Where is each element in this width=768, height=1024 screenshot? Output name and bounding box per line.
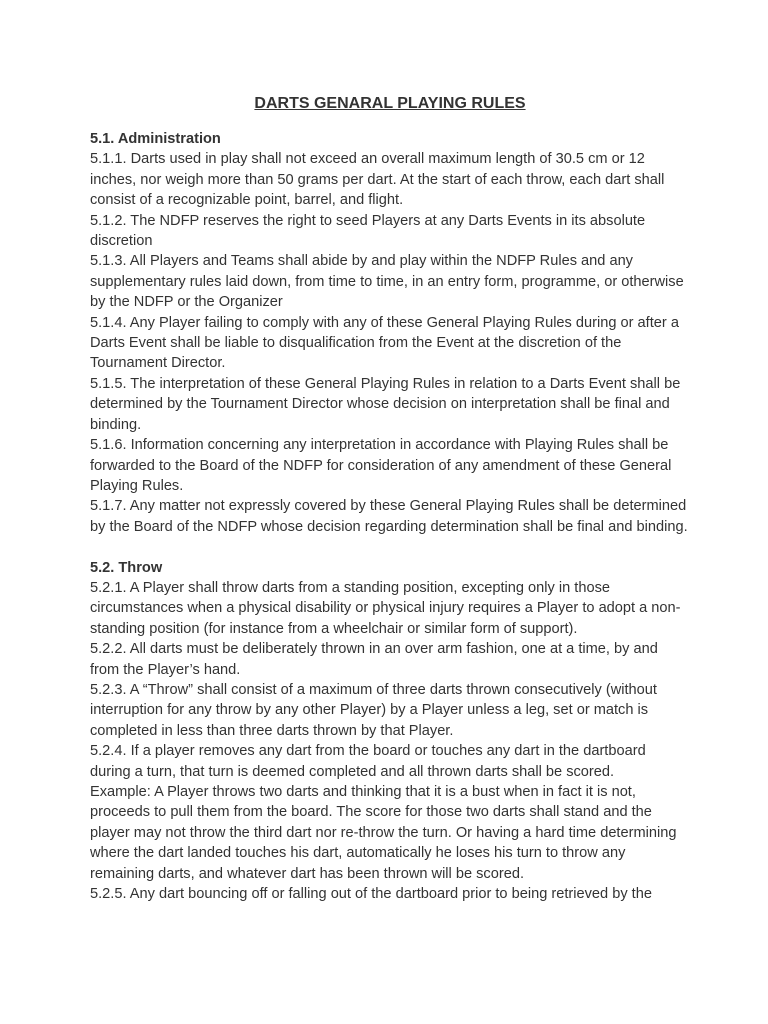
rule-paragraph: 5.1.4. Any Player failing to comply with any of these General Playing Rules during or after a Darts Event shall be liable to disqualification from the Event at the discretion of the Tournament Director. — [90, 314, 679, 372]
section-heading: 5.1. Administration — [90, 131, 221, 147]
document-page — [90, 93, 690, 904]
rule-paragraph: 5.1.5. The interpretation of these General Playing Rules in relation to a Darts Event shall be determined by the Tournament Director whose decision on interpretation shall be final and binding. — [90, 375, 681, 433]
rule-paragraph: 5.1.2. The NDFP reserves the right to seed Players at any Darts Events in its absolute discretion — [90, 212, 646, 250]
section-throw — [90, 558, 690, 905]
rule-paragraph: 5.1.7. Any matter not expressly covered by these General Playing Rules shall be determined by the Board of the NDFP whose decision regarding determination shall be final and binding. — [90, 498, 688, 535]
document-title: DARTS GENARAL PLAYING RULES — [254, 95, 526, 112]
section-administration — [90, 129, 690, 537]
section-spacer — [90, 537, 690, 557]
rule-paragraph: 5.2.5. Any dart bouncing off or falling out of the dartboard prior to being retrieved by the — [90, 886, 652, 903]
rule-paragraph: 5.2.2. All darts must be deliberately thrown in an over arm fashion, one at a time, by and from the Player’s hand. — [90, 641, 658, 678]
rule-paragraph: 5.2.1. A Player shall throw darts from a standing position, excepting only in those circumstances when a physical disability or physical injury requires a Player to adopt a non-standing position (for instance from a wheelchair or similar form of support). — [90, 579, 681, 637]
section-heading: 5.2. Throw — [90, 559, 163, 576]
example-paragraph: Example: A Player throws two darts and thinking that it is a bust when in fact it is not, proceeds to pull them from the board. The score for those two darts shall stand and the player may not throw the third dart nor re-throw the turn. Or having a hard time determining where the dart landed touches his dart, automatically he loses his turn to throw any remaining darts, and whatever dart has been thrown will be scored. — [90, 783, 677, 882]
rule-paragraph: 5.1.1. Darts used in play shall not exceed an overall maximum length of 30.5 cm or 12 inches, nor weigh more than 50 grams per dart. At the start of each throw, each dart shall consist of a recognizable point, barrel, and flight. — [90, 151, 665, 209]
rule-paragraph: 5.1.6. Information concerning any interpretation in accordance with Playing Rules shall be forwarded to the Board of the NDFP for consideration of any amendment of these General Playing Rules. — [90, 437, 672, 494]
rule-paragraph: 5.1.3. All Players and Teams shall abide by and play within the NDFP Rules and any supplementary rules laid down, from time to time, in an entry form, programme, or otherwise by the NDFP or the Organizer — [90, 253, 684, 311]
rule-paragraph: 5.2.3. A “Throw” shall consist of a maximum of three darts thrown consecutively (without interruption for any throw by any other Player) by a Player unless a leg, set or match is completed in less than three darts thrown by that Player. — [90, 681, 657, 739]
rule-paragraph: 5.2.4. If a player removes any dart from the board or touches any dart in the dartboard during a turn, that turn is deemed completed and all thrown darts shall be scored. — [90, 743, 646, 780]
